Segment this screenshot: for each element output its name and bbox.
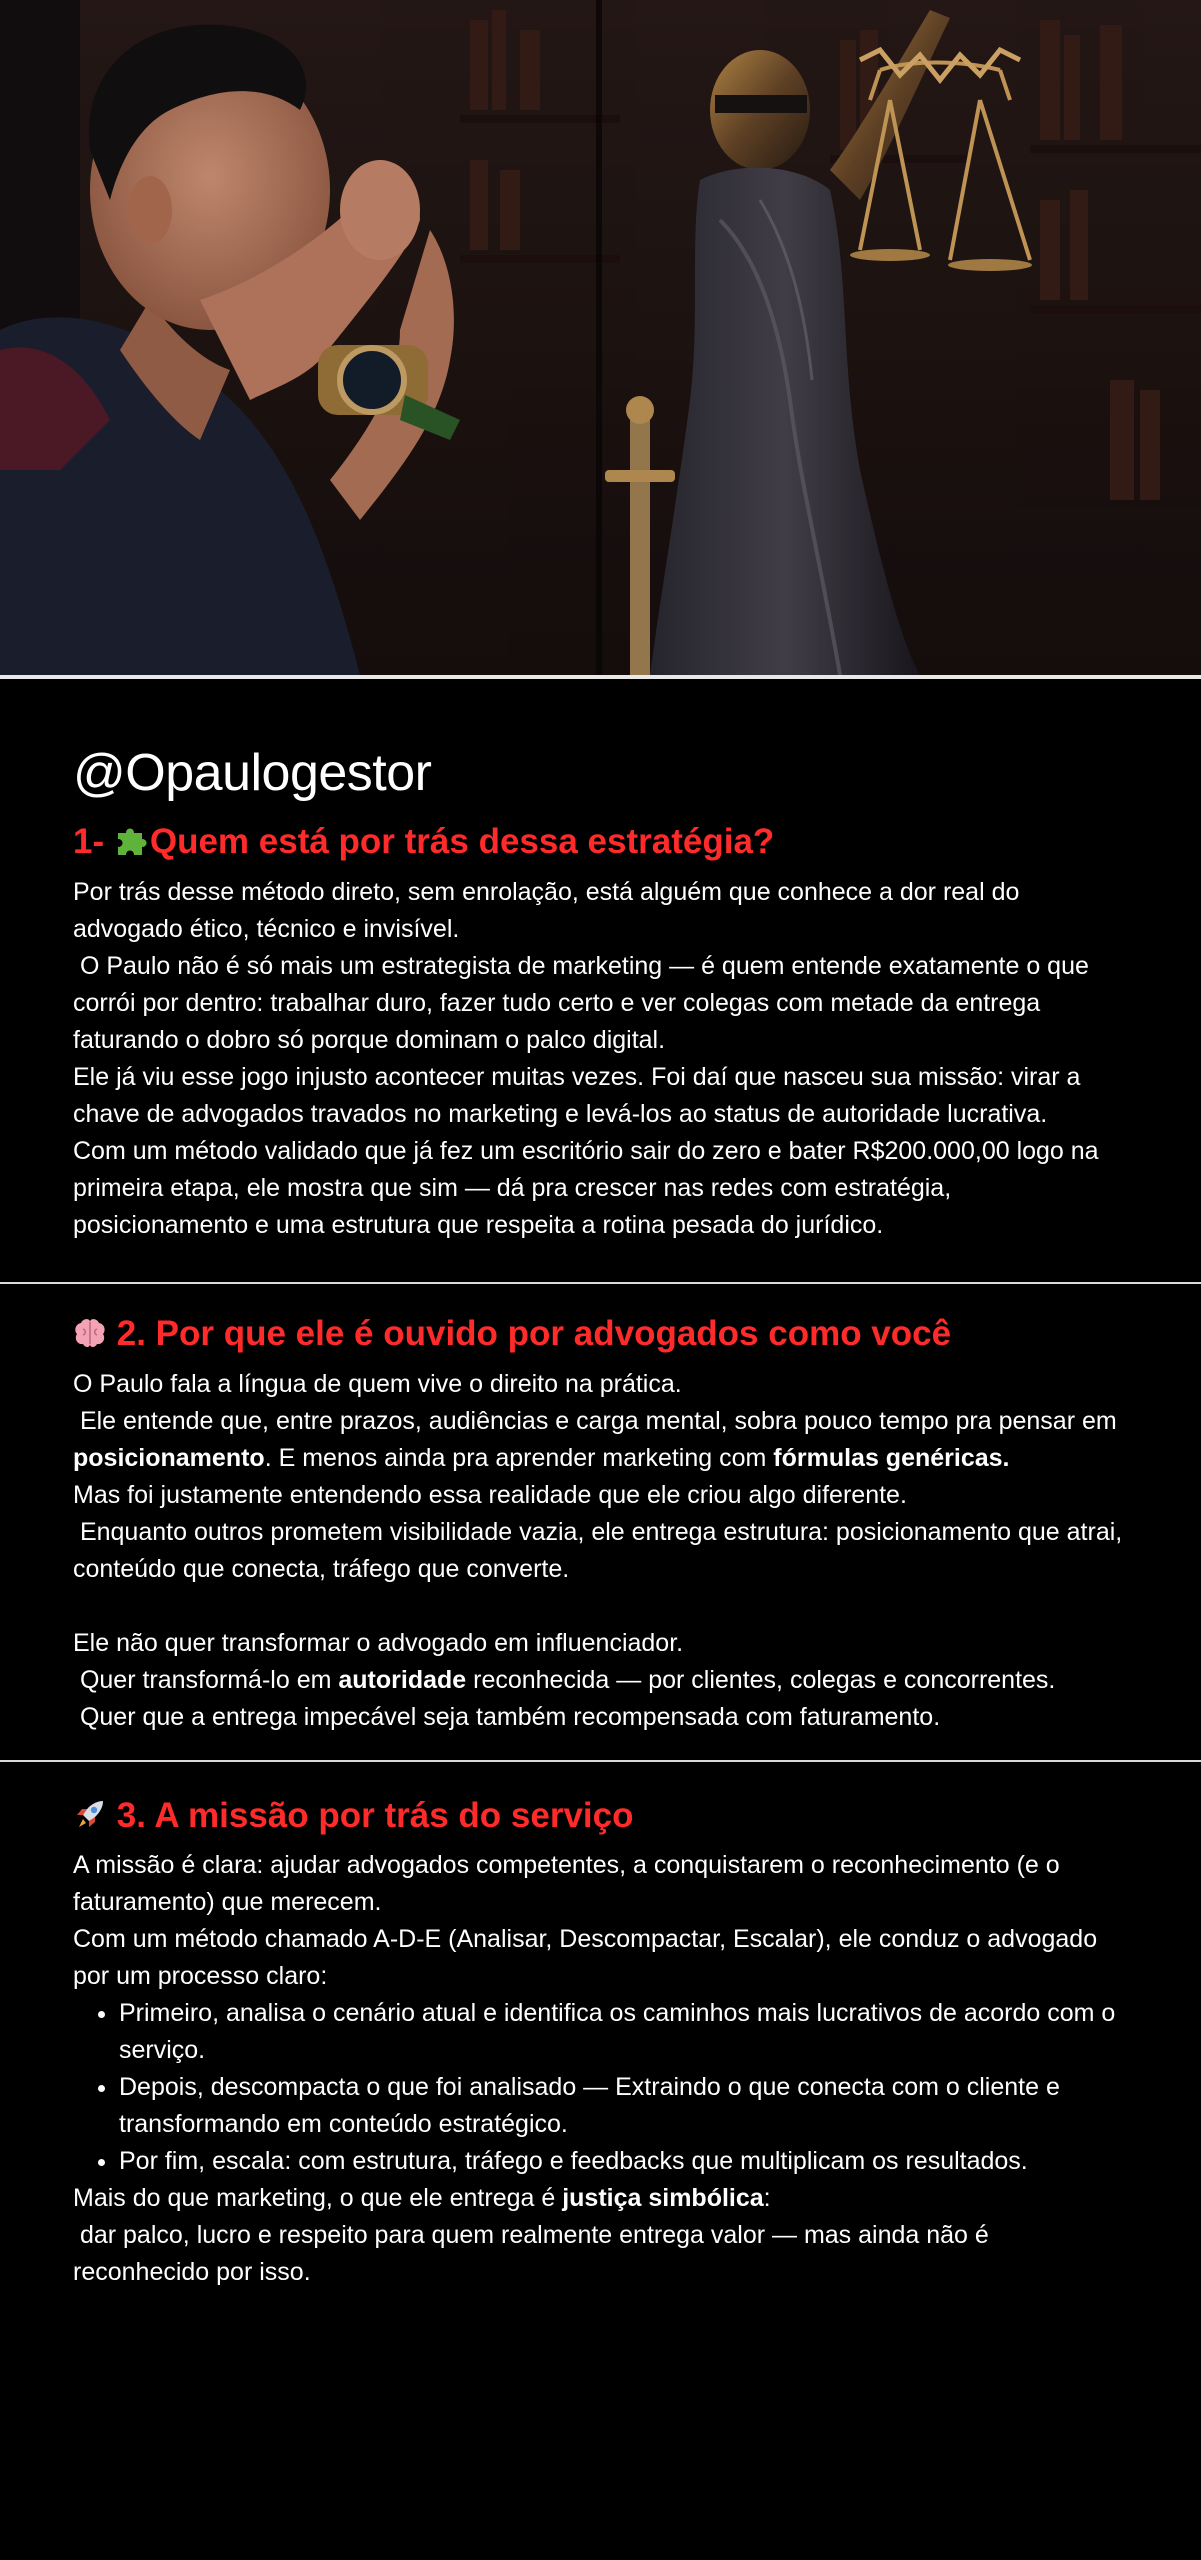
brain-icon [73, 1316, 107, 1360]
section-who-paragraph-2: O Paulo não é só mais um estrategista de marketing — é quem entende exatamente o que corrói por dentro: trabalhar duro, fazer tudo certo e ver colegas com metade da entrega faturando o dobro só porque dominam o palco digital. [73, 951, 1096, 1054]
method-steps-list [73, 1995, 1128, 2180]
section-why-paragraph-2 [73, 1403, 1128, 1477]
method-step-decompress: • Depois, descompacta o que foi analisado — Extraindo o que conecta com o cliente e transformando em conteúdo estratégico. [119, 2069, 1128, 2143]
section-why-paragraph-1: O Paulo fala a língua de quem vive o direito na prática. [73, 1369, 682, 1398]
section-why-paragraph-3: Mas foi justamente entendendo essa realidade que ele criou algo diferente. [73, 1480, 907, 1509]
profile-handle: @Opaulogestor [73, 744, 432, 802]
section-mission-paragraph-3 [73, 2180, 1128, 2217]
puzzle-icon [114, 823, 150, 868]
section-why-paragraph-6-text-b: reconhecida — por clientes, colegas e concorrentes. [466, 1665, 1056, 1694]
section-who [73, 820, 1128, 1282]
section-who-number: 1- [73, 822, 114, 862]
section-mission-emphasis-justice: justiça simbólica [562, 2184, 764, 2213]
section-why-heading: 2. Por que ele é ouvido por advogados como você [107, 1313, 952, 1353]
section-mission-heading: 3. A missão por trás do serviço [107, 1795, 634, 1835]
section-why-emphasis-authority: autoridade [338, 1665, 467, 1694]
section-who-title [73, 820, 1128, 868]
section-mission-title [73, 1794, 1128, 1842]
section-mission-paragraph-4: dar palco, lucro e respeito para quem realmente entrega valor — mas ainda não é reconhecido por isso. [73, 2221, 996, 2287]
hero-divider [0, 675, 1201, 679]
method-step-scale: • Por fim, escala: com estrutura, tráfego e feedbacks que multiplicam os resultados. [119, 2143, 1128, 2180]
hero-photo-illustration [0, 0, 1201, 675]
section-why-paragraph-5: Ele não quer transformar o advogado em influenciador. [73, 1628, 684, 1657]
section-mission-paragraph-2: Com um método chamado A-D-E (Analisar, Descompactar, Escalar), ele conduz o advogado por um processo claro: [73, 1925, 1098, 1991]
section-why-paragraph-2-text: Ele entende que, entre prazos, audiências e carga mental, sobra pouco tempo pra pensar em [73, 1406, 1124, 1435]
section-who-paragraph-3: Ele já viu esse jogo injusto acontecer muitas vezes. Foi daí que nasceu sua missão: virar a chave de advogados travados no marketing e levá-los ao status de autoridade lucrativa. [73, 1062, 1081, 1128]
section-why-emphasis-positioning: posicionamento [73, 1443, 265, 1472]
section-who-paragraph-1: Por trás desse método direto, sem enrolação, está alguém que conhece a dor real do advogado ético, técnico e invisível. [73, 877, 1020, 943]
rocket-icon [73, 1797, 107, 1842]
paragraph-spacer [73, 1588, 1128, 1625]
section-why-paragraph-2-text-b: . E menos ainda pra aprender marketing com [264, 1443, 774, 1472]
section-mission-paragraph-3-text: Mais do que marketing, o que ele entrega é [73, 2184, 563, 2213]
section-mission-paragraph-3-colon: : [763, 2184, 771, 2213]
section-who-heading: Quem está por trás dessa estratégia? [149, 822, 775, 862]
section-who-paragraph-4: Com um método validado que já fez um escritório sair do zero e bater R$200.000,00 logo na primeira etapa, ele mostra que sim — dá pra crescer nas redes com estratégia, posicionamento e uma estrutura que respeita a rotina pesada do jurídico. [73, 1136, 1099, 1239]
section-why-paragraph-6-text: Quer transformá-lo em [73, 1665, 339, 1694]
hero-photo [0, 0, 1201, 675]
section-why-title [73, 1312, 1128, 1360]
section-why [73, 1284, 1128, 1760]
section-why-paragraph-4: Enquanto outros prometem visibilidade vazia, ele entrega estrutura: posicionamento que atrai, conteúdo que conecta, tráfego que converte. [73, 1517, 1130, 1583]
section-why-paragraph-7: Quer que a entrega impecável seja também recompensada com faturamento. [73, 1702, 941, 1731]
section-why-emphasis-formulas: fórmulas genéricas. [773, 1443, 1010, 1472]
section-mission-paragraph-1: A missão é clara: ajudar advogados competentes, a conquistarem o reconhecimento (e o faturamento) que merecem. [73, 1851, 1060, 1917]
section-why-paragraph-6 [73, 1662, 1128, 1699]
section-mission [73, 1762, 1128, 2292]
method-step-analyze: • Primeiro, analisa o cenário atual e identifica os caminhos mais lucrativos de acordo com o serviço. [119, 1995, 1128, 2069]
main-content [0, 745, 1201, 2291]
